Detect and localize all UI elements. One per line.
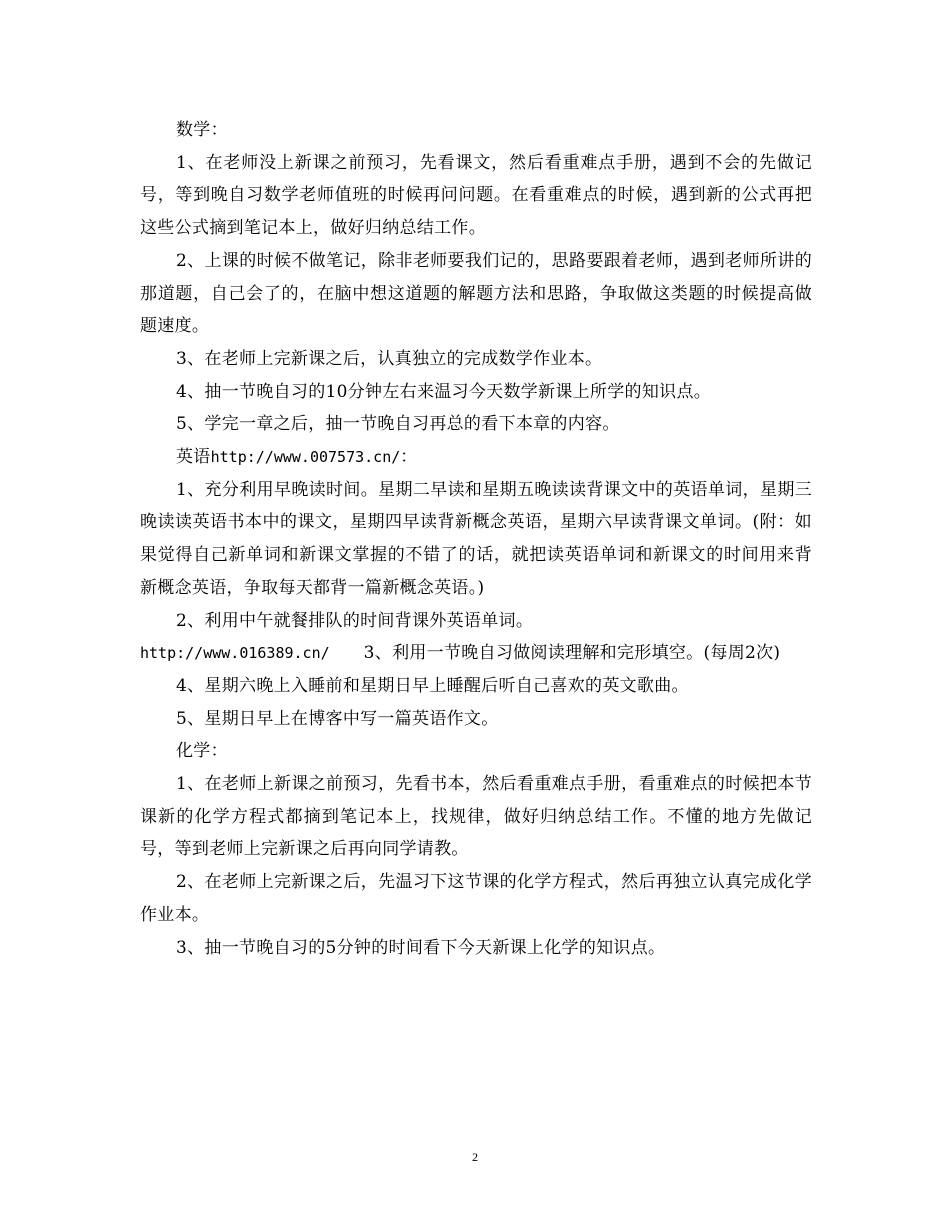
english-heading-label: 英语 — [176, 447, 211, 468]
math-item-1: 1、在老师没上新课之前预习，先看课文，然后看重难点手册，遇到不会的先做记号，等到晚自习数学老师值班的时候再问问题。在看重难点的时候，遇到新的公式再把这些公式摘到笔记本上，做好归纳总结工作。 — [140, 152, 812, 239]
chemistry-heading: 化学： — [176, 741, 228, 762]
english-item-3-text: 3、利用一节晚自习做阅读理解和完形填空。(每周2次) — [363, 643, 781, 664]
page-number: 2 — [472, 1150, 478, 1164]
chemistry-item-1: 1、在老师上新课之前预习，先看书本，然后看重难点手册，看重难点的时候把本节课新的化学方程式都摘到笔记本上，找规律，做好归纳总结工作。不懂的地方先做记号，等到老师上完新课之后再向同学请教。 — [140, 774, 812, 860]
english-item-4: 4、星期六晚上入睡前和星期日早上睡醒后听自己喜欢的英文歌曲。 — [176, 675, 689, 696]
english-item-2: 2、利用中午就餐排队的时间背课外英语单词。 — [176, 610, 534, 631]
english-heading-suffix: ： — [400, 447, 418, 468]
math-heading: 数学： — [176, 120, 228, 140]
english-heading-url: http://www.007573.cn/ — [210, 448, 401, 467]
english-item-1: 1、充分利用早晚读时间。星期二早读和星期五晚读读背课文中的英语单词，星期三晚读读英语书本中的课文，星期四早读背新概念英语，星期六早读背课文单词。(附：如果觉得自己新单词和新课文掌握的不错了的话，就把读英语单词和新课文的时间用来背新概念英语，争取每天都背一篇新概念英语。) — [140, 479, 812, 598]
english-item-3-url: http://www.016389.cn/ — [140, 644, 330, 663]
english-item-3 — [140, 637, 812, 670]
chemistry-item-3: 3、抽一节晚自习的5分钟的时间看下今天新课上化学的知识点。 — [176, 937, 666, 958]
math-item-5: 5、学完一章之后，抽一节晚自习再总的看下本章的内容。 — [176, 414, 620, 435]
chemistry-item-2: 2、在老师上完新课之后，先温习下这节课的化学方程式，然后再独立认真完成化学作业本。 — [140, 872, 812, 925]
english-heading — [140, 441, 812, 474]
math-item-2: 2、上课的时候不做笔记，除非老师要我们记的，思路要跟着老师，遇到老师所讲的那道题，自己会了的，在脑中想这道题的解题方法和思路，争取做这类题的时候提高做题速度。 — [140, 250, 812, 337]
english-item-5: 5、星期日早上在博客中写一篇英语作文。 — [176, 708, 499, 729]
math-item-4: 4、抽一节晚自习的10分钟左右来温习今天数学新课上所学的知识点。 — [176, 381, 712, 402]
document-body — [140, 114, 812, 964]
math-item-3: 3、在老师上完新课之后，认真独立的完成数学作业本。 — [176, 348, 603, 369]
